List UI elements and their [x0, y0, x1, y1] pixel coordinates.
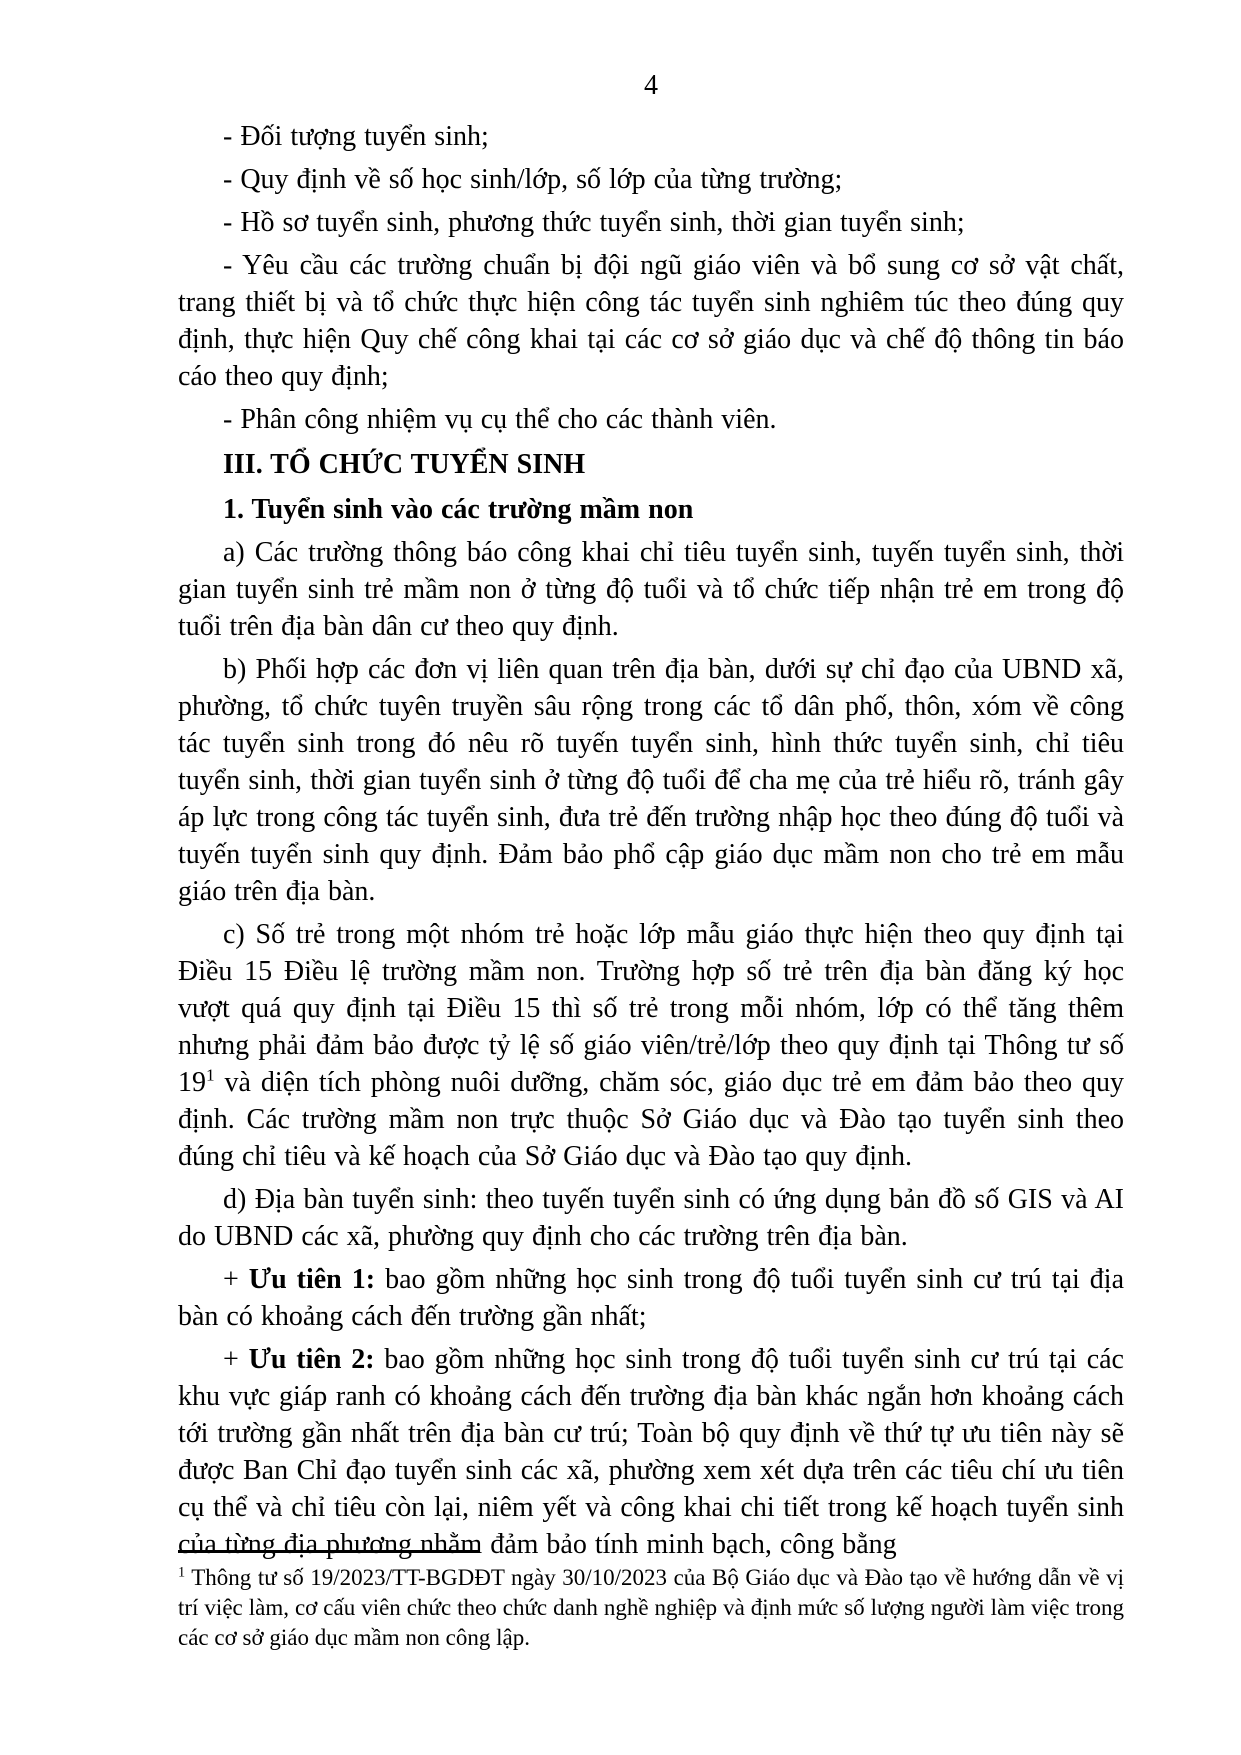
bold-text-run: III. TỔ CHỨC TUYỂN SINH: [223, 449, 586, 480]
para-d: [178, 1181, 1124, 1255]
para-c: [178, 916, 1124, 1175]
text-run: - Phân công nhiệm vụ cụ thể cho các thành viên.: [223, 404, 777, 435]
plus-item-uu-tien-2: [178, 1341, 1124, 1563]
footnote-body: [178, 1563, 1124, 1653]
text-run: - Hồ sơ tuyển sinh, phương thức tuyển sinh, thời gian tuyển sinh;: [223, 207, 965, 238]
dash-item-yeu-cau: [178, 247, 1124, 395]
bold-text-run: 1. Tuyển sinh vào các trường mầm non: [223, 494, 694, 525]
text-run: c) Số trẻ trong một nhóm trẻ hoặc lớp mẫu giáo thực hiện theo quy định tại Điều 15 Điều lệ trường mầm non. Trường hợp số trẻ trên địa bàn đăng ký học vượt quá quy định tại Điều 15 thì số trẻ trong mỗi nhóm, lớp có thể tăng thêm nhưng phải đảm bảo được tỷ lệ số giáo viên/trẻ/lớp theo quy định tại Thông tư số 19: [178, 919, 1124, 1098]
footnote-block: [178, 1550, 1124, 1653]
page-number: 4: [644, 70, 658, 101]
text-run: +: [223, 1264, 249, 1295]
text-run: a) Các trường thông báo công khai chỉ tiêu tuyển sinh, tuyến tuyển sinh, thời gian tuyển sinh trẻ mầm non ở từng độ tuổi và tổ chức tiếp nhận trẻ em trong độ tuổi trên địa bàn dân cư theo quy định.: [178, 537, 1124, 642]
bold-text-run: Ưu tiên 1:: [248, 1264, 376, 1295]
text-run: - Đối tượng tuyển sinh;: [223, 121, 489, 152]
subsection-heading-1: [178, 491, 1124, 528]
text-run: d) Địa bàn tuyển sinh: theo tuyến tuyển sinh có ứng dụng bản đồ số GIS và AI do UBND các xã, phường quy định cho các trường trên địa bàn.: [178, 1184, 1124, 1252]
footnote-reference: 1: [206, 1065, 215, 1085]
text-run: bao gồm những học sinh trong độ tuổi tuyển sinh cư trú tại địa bàn có khoảng cách đến trường gần nhất;: [178, 1264, 1124, 1332]
dash-item-quy-dinh: [178, 161, 1124, 198]
text-run: và diện tích phòng nuôi dưỡng, chăm sóc, giáo dục trẻ em đảm bảo theo quy định. Các trường mầm non trực thuộc Sở Giáo dục và Đào tạo tuyển sinh theo đúng chỉ tiêu và kế hoạch của Sở Giáo dục và Đào tạo quy định.: [178, 1067, 1124, 1172]
bold-text-run: Ưu tiên 2:: [248, 1344, 375, 1375]
footnote-reference: 1: [178, 1564, 186, 1581]
text-run: - Yêu cầu các trường chuẩn bị đội ngũ giáo viên và bổ sung cơ sở vật chất, trang thiết bị và tổ chức thực hiện công tác tuyển sinh nghiêm túc theo đúng quy định, thực hiện Quy chế công khai tại các cơ sở giáo dục và chế độ thông tin báo cáo theo quy định;: [178, 250, 1124, 392]
text-run: - Quy định về số học sinh/lớp, số lớp của từng trường;: [223, 164, 843, 195]
dash-item-ho-so: [178, 204, 1124, 241]
text-run: Thông tư số 19/2023/TT-BGDĐT ngày 30/10/2023 của Bộ Giáo dục và Đào tạo về hướng dẫn về vị trí việc làm, cơ cấu viên chức theo chức danh nghề nghiệp và định mức số lượng người làm việc trong các cơ sở giáo dục mầm non công lập.: [178, 1565, 1124, 1650]
dash-item-phan-cong: [178, 401, 1124, 438]
footnote-1: [178, 1563, 1124, 1653]
text-run: bao gồm những học sinh trong độ tuổi tuyển sinh cư trú tại các khu vực giáp ranh có khoảng cách đến trường địa bàn khác ngắn hơn khoảng cách tới trường gần nhất trên địa bàn cư trú; Toàn bộ quy định về thứ tự ưu tiên này sẽ được Ban Chỉ đạo tuyển sinh các xã, phường xem xét dựa trên các tiêu chí ưu tiên cụ thể và chỉ tiêu còn lại, niêm yết và công khai chi tiết trong kế hoạch tuyển sinh của từng địa phương nhằm đảm bảo tính minh bạch, công bằng: [178, 1344, 1124, 1560]
document-body: [178, 118, 1124, 1563]
text-run: +: [223, 1344, 249, 1375]
document-content: [178, 70, 1124, 1563]
section-heading-iii: [178, 446, 1124, 483]
text-run: b) Phối hợp các đơn vị liên quan trên địa bàn, dưới sự chỉ đạo của UBND xã, phường, tổ chức tuyên truyền sâu rộng trong các tổ dân phố, thôn, xóm về công tác tuyển sinh trong đó nêu rõ tuyến tuyển sinh, hình thức tuyển sinh, chỉ tiêu tuyển sinh, thời gian tuyển sinh ở từng độ tuổi để cha mẹ của trẻ hiểu rõ, tránh gây áp lực trong công tác tuyển sinh, đưa trẻ đến trường nhập học theo đúng độ tuổi và tuyến tuyển sinh quy định. Đảm bảo phổ cập giáo dục mầm non cho trẻ em mẫu giáo trên địa bàn.: [178, 654, 1124, 907]
para-a: [178, 534, 1124, 645]
para-b: [178, 651, 1124, 910]
footnote-separator: [178, 1550, 478, 1553]
dash-item-doi-tuong: [178, 118, 1124, 155]
plus-item-uu-tien-1: [178, 1261, 1124, 1335]
